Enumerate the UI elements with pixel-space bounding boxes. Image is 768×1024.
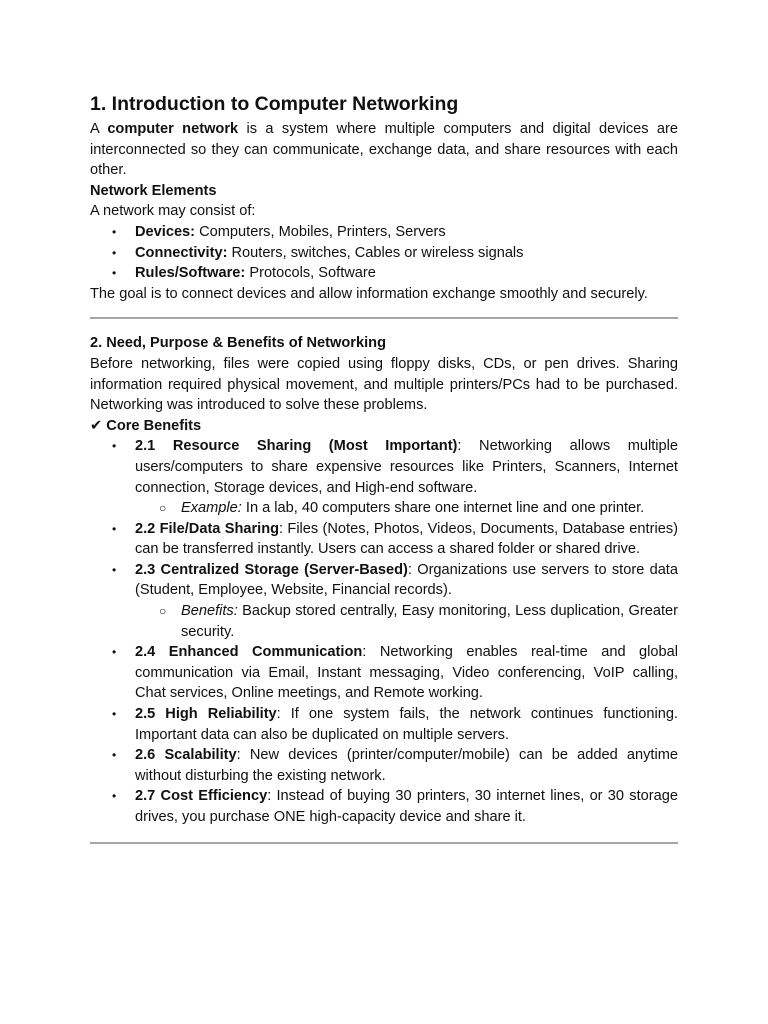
list-item [90, 642, 678, 704]
list-item [90, 436, 678, 518]
item-text: : Instead of buying 30 printers, 30 internet lines, or 30 storage drives, you purchase ONE high-capacity device and share it. [135, 788, 678, 825]
item-label: 2.1 Resource Sharing (Most Important) [135, 438, 458, 455]
item-label: 2.7 Cost Efficiency [135, 788, 268, 805]
bullet-icon: • [112, 789, 117, 804]
item-label: 2.4 Enhanced Communication [135, 644, 363, 661]
bullet-icon: • [112, 224, 117, 239]
section-divider [90, 317, 678, 319]
sub-list [135, 498, 678, 519]
item-text: : Organizations use servers to store data (Student, Employee, Website, Financial records). [135, 561, 678, 599]
item-label: 2.6 Scalability [135, 747, 237, 764]
sub-list-item [135, 498, 678, 519]
sub-item-text: Backup stored centrally, Easy monitoring, Less duplication, Greater security. [181, 603, 678, 640]
section-divider [90, 842, 678, 844]
list-item [90, 560, 678, 642]
bullet-icon: • [112, 245, 117, 260]
item-text: : Networking allows multiple users/computers to share expensive resources like Printers, Scanners, Internet connection, Storage devices, and High-end software. [135, 438, 678, 496]
bullet-icon: • [112, 266, 117, 281]
list-item [90, 786, 678, 827]
item-label: 2.2 File/Data Sharing [135, 520, 280, 537]
circle-bullet-icon: ○ [159, 501, 167, 516]
item-text: : Networking enables real-time and global communication via Email, Instant messaging, Video conferencing, VoIP calling, Chat services, Online meetings, and Remote working. [135, 644, 679, 702]
sub-list-item [135, 601, 678, 642]
list-item [90, 243, 678, 264]
bullet-icon: • [112, 645, 117, 660]
bullet-icon: • [112, 707, 117, 722]
sub-item-label: Benefits: [181, 603, 238, 620]
sub-item-text: In a lab, 40 computers share one internet line and one printer. [241, 500, 645, 517]
circle-bullet-icon: ○ [159, 604, 167, 619]
list-item [90, 745, 678, 786]
bullet-icon: • [112, 562, 117, 577]
core-benefits-list [90, 436, 678, 827]
item-label: Connectivity: [135, 244, 228, 261]
list-item [90, 222, 678, 243]
list-item [90, 263, 678, 284]
bullet-icon: • [112, 748, 117, 763]
section-1-intro [90, 119, 678, 181]
section-2-title: 2. Need, Purpose & Benefits of Networking [90, 335, 386, 352]
item-label: 2.3 Centralized Storage (Server-Based) [135, 561, 408, 578]
section-1-title: 1. Introduction to Computer Networking [90, 93, 459, 115]
network-elements-list [90, 222, 678, 284]
bullet-icon: • [112, 521, 117, 536]
network-elements-heading: Network Elements [90, 182, 217, 199]
item-text: Routers, switches, Cables or wireless signals [227, 244, 524, 261]
intro-rest: is a system where multiple computers and digital devices are interconnected so they can communicate, exchange data, and share resources with each other. [90, 121, 679, 179]
item-label: 2.5 High Reliability [135, 706, 277, 723]
list-item [90, 704, 678, 745]
list-item [90, 519, 678, 560]
item-text: : Files (Notes, Photos, Videos, Documents, Database entries) can be transferred instantly. Users can access a shared folder or shared drive. [135, 520, 678, 558]
sub-list [135, 601, 678, 642]
network-elements-lead: A network may consist of: [90, 203, 256, 220]
item-label: Devices: [135, 223, 196, 240]
bullet-icon: • [112, 439, 117, 454]
item-text: Protocols, Software [245, 265, 376, 282]
item-text: : If one system fails, the network continues functioning. Important data can also be duplicated on multiple servers. [135, 706, 678, 743]
section-2-intro: Before networking, files were copied using floppy disks, CDs, or pen drives. Sharing information required physical movement, and multiple printers/PCs had to be purchased. Networking was introduced to solve these problems. [90, 355, 678, 414]
item-text: Computers, Mobiles, Printers, Servers [195, 223, 446, 240]
core-benefits-heading: ✔ Core Benefits [90, 417, 202, 434]
document-content [90, 91, 678, 844]
intro-prefix: A [90, 121, 108, 137]
intro-bold-term: computer network [107, 121, 239, 137]
item-text: : New devices (printer/computer/mobile) can be added anytime without disturbing the existing network. [135, 747, 678, 784]
sub-item-label: Example: [181, 500, 242, 517]
item-label: Rules/Software: [135, 265, 246, 282]
section-1-goal: The goal is to connect devices and allow information exchange smoothly and securely. [90, 285, 648, 302]
